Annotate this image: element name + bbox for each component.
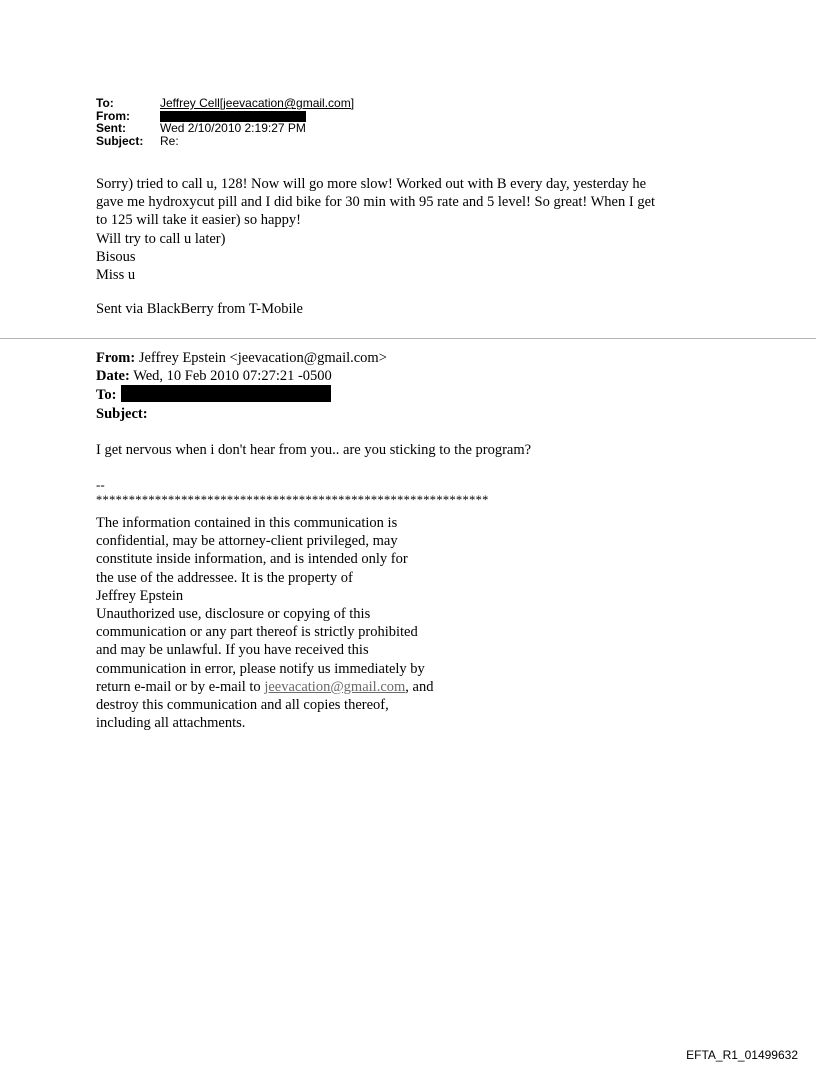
- message2-header: [96, 349, 387, 423]
- from-value: Jeffrey Epstein <jeevacation@gmail.com>: [138, 350, 387, 366]
- body-line: Sorry) tried to call u, 128! Now will go more slow! Worked out with B every day, yesterday he: [96, 176, 647, 192]
- disclaimer-text: return e-mail or by e-mail to: [96, 678, 265, 695]
- date-label: Date:: [96, 368, 130, 385]
- subject-value: Re:: [160, 133, 179, 148]
- disclaimer-line: The information contained in this communication is: [96, 515, 398, 531]
- to-label: To:: [96, 96, 114, 110]
- body-line: gave me hydroxycut pill and I did bike for 30 min with 95 rate and 5 level! So great! When I get: [96, 194, 656, 211]
- disclaimer-line: including all attachments.: [96, 715, 246, 732]
- disclaimer-line: the use of the addressee. It is the property of: [96, 569, 353, 586]
- message1-body: [96, 175, 736, 284]
- subject-label: Subject:: [96, 405, 148, 422]
- body-line: Miss u: [96, 267, 136, 284]
- disclaimer-line: Unauthorized use, disclosure or copying of this: [96, 606, 371, 623]
- to-label: To:: [96, 387, 117, 404]
- disclaimer: [96, 514, 433, 732]
- message1-signature: Sent via BlackBerry from T-Mobile: [96, 301, 303, 317]
- body-line: Bisous: [96, 248, 136, 265]
- disclaimer-line: constitute inside information, and is intended only for: [96, 551, 408, 568]
- from-label: From:: [96, 350, 136, 366]
- from-label: From:: [96, 108, 130, 123]
- subject-label: Subject:: [96, 133, 144, 148]
- message2-body: I get nervous when i don't hear from you.. are you sticking to the program?: [96, 442, 532, 458]
- message-divider: [0, 338, 816, 339]
- sent-value: Wed 2/10/2010 2:19:27 PM: [160, 121, 306, 135]
- email-link[interactable]: jeevacation@gmail.com: [264, 678, 406, 695]
- date-row: [96, 367, 387, 385]
- sent-label: Sent:: [96, 121, 126, 135]
- redaction-box: [160, 111, 306, 122]
- to-row: [96, 385, 387, 404]
- message1-header: [96, 97, 354, 147]
- redaction-box: [121, 385, 331, 402]
- sent-row: [96, 122, 354, 135]
- disclaimer-line: and may be unlawful. If you have received this: [96, 642, 369, 659]
- disclaimer-text: , and: [405, 678, 434, 695]
- disclaimer-line: destroy this communication and all copies thereof,: [96, 697, 389, 714]
- disclaimer-line: confidential, may be attorney-client privileged, may: [96, 533, 398, 550]
- body-line: to 125 will take it easier) so happy!: [96, 212, 301, 229]
- disclaimer-line: communication in error, please notify us immediately by: [96, 660, 425, 677]
- to-row: [96, 97, 354, 110]
- signature-stars: ************************************************************: [96, 493, 489, 507]
- subject-row: [96, 135, 354, 148]
- document-id: EFTA_R1_01499632: [686, 1048, 798, 1062]
- disclaimer-line: communication or any part thereof is strictly prohibited: [96, 624, 418, 641]
- from-row: [96, 349, 387, 367]
- date-value: Wed, 10 Feb 2010 07:27:21 -0500: [133, 368, 332, 385]
- subject-row: [96, 405, 387, 423]
- disclaimer-line: [96, 678, 433, 696]
- body-line: Will try to call u later): [96, 230, 226, 247]
- signature-dash: --: [96, 477, 105, 492]
- to-value[interactable]: Jeffrey Cell[jeevacation@gmail.com]: [160, 96, 355, 110]
- disclaimer-line: Jeffrey Epstein: [96, 587, 184, 604]
